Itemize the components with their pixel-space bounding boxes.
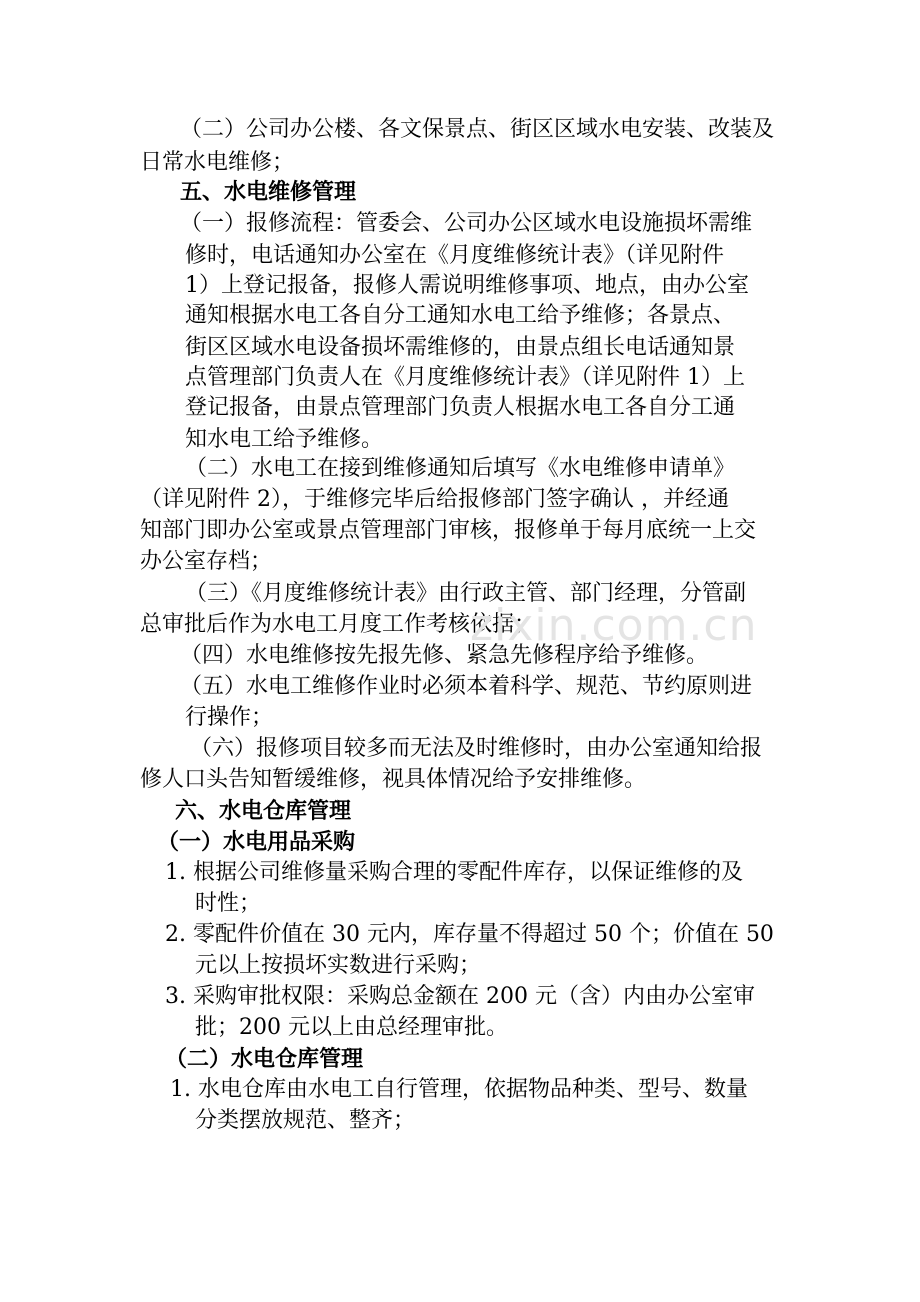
list-item-text: 批；200 元以上由总经理审批。 xyxy=(195,1015,508,1040)
subsection-heading: （一）水电用品采购 xyxy=(157,829,356,855)
text-line: 知部门即办公室或景点管理部门审核，报修单于每月底统一上交 xyxy=(140,518,757,543)
text-line: 点管理部门负责人在《月度维修统计表》（详见附件 1）上 xyxy=(185,365,745,390)
list-item-text: 元以上按损坏实数进行采购； xyxy=(195,953,482,978)
section-heading: 五、水电维修管理 xyxy=(180,179,357,205)
list-item-text: 分类摆放规范、整齐； xyxy=(195,1108,416,1133)
watermark-text: zixin.com.cn xyxy=(470,600,758,651)
text-line: （六）报修项目较多而无法及时维修时，由办公室通知给报 xyxy=(190,736,763,761)
list-item-text: 1. 水电仓库由水电工自行管理，依据物品种类、型号、数量 xyxy=(170,1077,748,1102)
text-line: （二）水电工在接到维修通知后填写《水电维修申请单》 xyxy=(185,456,736,481)
text-line: 行操作； xyxy=(185,705,274,730)
text-line: 1）上登记报备，报修人需说明维修事项、地点，由办公室 xyxy=(185,273,749,298)
subsection-heading: （二）水电仓库管理 xyxy=(165,1046,364,1072)
text-line: 修人口头告知暂缓维修，视具体情况给予安排维修。 xyxy=(140,767,647,792)
text-line: （二）公司办公楼、各文保景点、街区区域水电安装、改装及 xyxy=(180,117,775,142)
text-line: （四）水电维修按先报先修、紧急先修程序给予维修。 xyxy=(180,643,709,668)
text-line: （详见附件 2），于维修完毕后给报修部门签字确认 ，并经通 xyxy=(140,487,729,512)
text-line: 登记报备，由景点管理部门负责人根据水电工各自分工通 xyxy=(185,395,736,420)
text-line: 知水电工给予维修。 xyxy=(185,427,384,452)
text-line: 总审批后作为水电工月度工作考核依据； xyxy=(140,612,537,637)
list-item-text: 2. 零配件价值在 30 元内，库存量不得超过 50 个；价值在 50 xyxy=(165,922,774,947)
text-line: （五）水电工维修作业时必须本着科学、规范、节约原则进 xyxy=(180,674,753,699)
text-line: 办公室存档； xyxy=(140,549,273,574)
text-line: 日常水电维修； xyxy=(140,150,295,175)
text-line: 通知根据水电工各自分工通知水电工给予维修；各景点、 xyxy=(185,303,736,328)
text-line: 修时，电话通知办公室在《月度维修统计表》（详见附件 xyxy=(185,243,725,268)
text-line: （三）《月度维修统计表》由行政主管、部门经理，分管副 xyxy=(185,581,747,606)
text-line: 街区区域水电设备损坏需维修的，由景点组长电话通知景 xyxy=(185,335,736,360)
text-line: （一）报修流程：管委会、公司办公区域水电设施损坏需维 xyxy=(180,211,753,236)
list-item-text: 时性； xyxy=(195,891,262,916)
list-item-text: 1. 根据公司维修量采购合理的零配件库存，以保证维修的及 xyxy=(165,860,743,885)
list-item-text: 3. 采购审批权限：采购总金额在 200 元（含）内由办公室审 xyxy=(165,984,755,1009)
section-heading: 六、水电仓库管理 xyxy=(175,798,352,824)
